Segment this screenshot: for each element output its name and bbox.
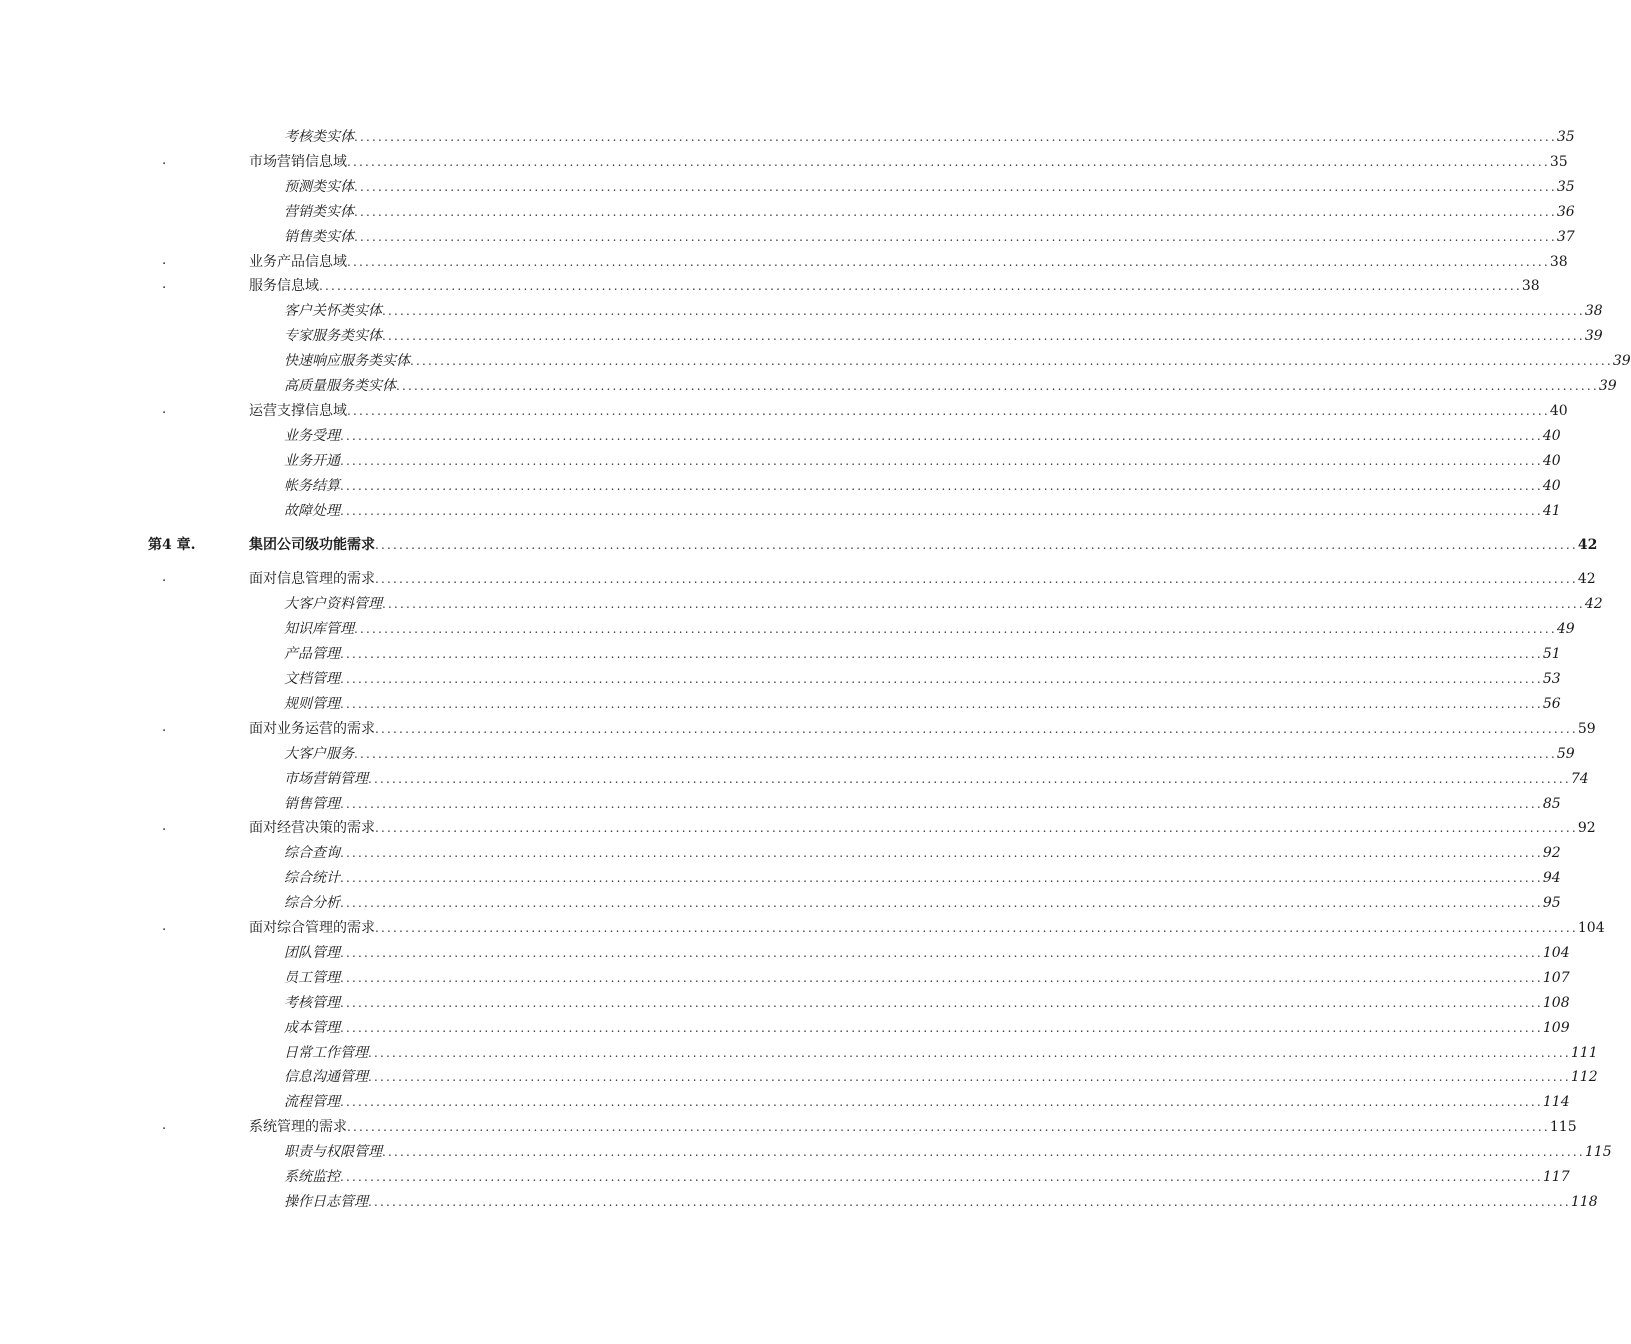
toc-entry-row[interactable] bbox=[0, 718, 1596, 742]
toc-entry-row[interactable] bbox=[0, 350, 1631, 374]
toc-entry-title: 信息沟通管理 bbox=[284, 1069, 368, 1086]
dot-leader: ........................................................................................................................................................................................................ bbox=[368, 1045, 1571, 1060]
toc-entry-number: . bbox=[162, 1118, 167, 1134]
toc-entry-title: 产品管理 bbox=[284, 646, 340, 663]
toc-entry-row[interactable] bbox=[0, 275, 1540, 299]
dot-leader: ........................................................................................................................................................................................................ bbox=[340, 1020, 1543, 1035]
toc-page-number: 41 bbox=[1542, 502, 1561, 519]
dot-leader: ........................................................................................................................................................................................................ bbox=[396, 379, 1599, 393]
toc-page-number: 104 bbox=[1577, 920, 1605, 936]
dot-leader: ........................................................................................................................................................................................................ bbox=[340, 428, 1543, 443]
toc-entry-row[interactable] bbox=[0, 201, 1575, 225]
dot-leader: ........................................................................................................................................................................................................ bbox=[382, 329, 1585, 344]
toc-entry-row[interactable] bbox=[0, 593, 1603, 617]
toc-entry-row[interactable] bbox=[0, 1166, 1570, 1190]
dot-leader: ........................................................................................................................................................................................................ bbox=[340, 1170, 1543, 1184]
toc-page-number: 117 bbox=[1542, 1169, 1570, 1185]
toc-entry-title: 业务开通 bbox=[284, 452, 340, 469]
dot-leader: ........................................................................................................................................................................................................ bbox=[340, 672, 1543, 686]
toc-entry-row[interactable] bbox=[0, 768, 1589, 792]
dot-leader: ........................................................................................................................................................................................................ bbox=[354, 746, 1557, 761]
toc-page-number: 35 bbox=[1549, 153, 1568, 170]
toc-page-number: 38 bbox=[1521, 278, 1540, 295]
toc-entry-row[interactable] bbox=[0, 400, 1568, 424]
toc-entry-row[interactable] bbox=[0, 151, 1568, 175]
toc-entry-title: 员工管理 bbox=[284, 969, 340, 986]
dot-leader: ........................................................................................................................................................................................................ bbox=[382, 597, 1585, 612]
dot-leader: ........................................................................................................................................................................................................ bbox=[347, 154, 1550, 169]
dot-leader: ........................................................................................................................................................................................................ bbox=[340, 871, 1543, 886]
dot-leader: ........................................................................................................................................................................................................ bbox=[375, 821, 1578, 836]
toc-entry-title: 预测类实体 bbox=[284, 178, 354, 195]
toc-entry-title: 市场营销信息域 bbox=[249, 153, 347, 170]
toc-page-number: 42 bbox=[1577, 537, 1598, 554]
dot-leader: ........................................................................................................................................................................................................ bbox=[347, 403, 1550, 418]
toc-page-number: 39 bbox=[1598, 378, 1617, 394]
toc-entry-row[interactable] bbox=[0, 251, 1568, 275]
toc-page-number: 114 bbox=[1542, 1094, 1570, 1111]
toc-entry-row[interactable] bbox=[0, 226, 1575, 250]
toc-page-number: 49 bbox=[1556, 621, 1575, 638]
toc-entry-title: 操作日志管理 bbox=[284, 1193, 368, 1210]
toc-page-number: 42 bbox=[1584, 596, 1603, 613]
toc-entry-row[interactable] bbox=[0, 668, 1561, 692]
toc-entry-row[interactable] bbox=[0, 475, 1561, 499]
toc-entry-title: 服务信息域 bbox=[249, 278, 319, 295]
dot-leader: ........................................................................................................................................................................................................ bbox=[375, 538, 1578, 553]
toc-entry-title: 系统管理的需求 bbox=[249, 1119, 347, 1136]
toc-entry-title: 故障处理 bbox=[284, 502, 340, 519]
toc-page-number: 51 bbox=[1542, 646, 1561, 663]
toc-page-number: 115 bbox=[1584, 1144, 1612, 1161]
toc-entry-row[interactable] bbox=[0, 1191, 1598, 1215]
toc-entry-title: 营销类实体 bbox=[284, 203, 354, 220]
toc-page-number: 115 bbox=[1549, 1119, 1577, 1136]
toc-page-number: 118 bbox=[1570, 1193, 1598, 1210]
toc-chapter-row[interactable] bbox=[0, 534, 1598, 558]
dot-leader: ........................................................................................................................................................................................................ bbox=[319, 279, 1522, 294]
toc-entry-title: 考核管理 bbox=[284, 994, 340, 1011]
toc-entry-title: 大客户服务 bbox=[284, 745, 354, 762]
dot-leader: ........................................................................................................................................................................................................ bbox=[340, 846, 1543, 861]
toc-entry-row[interactable] bbox=[0, 375, 1617, 399]
toc-page-number: 109 bbox=[1542, 1019, 1570, 1036]
toc-entry-row[interactable] bbox=[0, 300, 1603, 324]
toc-chapter-label: 第4 章. bbox=[148, 537, 196, 554]
toc-page-number: 40 bbox=[1549, 402, 1568, 419]
toc-entry-number: . bbox=[162, 919, 167, 934]
toc-entry-title: 销售类实体 bbox=[284, 228, 354, 245]
toc-entry-title: 业务产品信息域 bbox=[249, 253, 347, 270]
toc-entry-title: 快速响应服务类实体 bbox=[284, 353, 410, 370]
toc-entry-row[interactable] bbox=[0, 793, 1561, 817]
toc-page-number: 42 bbox=[1577, 571, 1596, 588]
toc-entry-row[interactable] bbox=[0, 1042, 1598, 1066]
toc-page-number: 92 bbox=[1577, 820, 1596, 837]
dot-leader: ........................................................................................................................................................................................................ bbox=[340, 453, 1543, 468]
toc-page-number: 35 bbox=[1556, 129, 1575, 145]
toc-entry-row[interactable] bbox=[0, 817, 1596, 841]
dot-leader: ........................................................................................................................................................................................................ bbox=[368, 1070, 1571, 1085]
dot-leader: ........................................................................................................................................................................................................ bbox=[375, 921, 1578, 935]
toc-entry-row[interactable] bbox=[0, 568, 1596, 592]
dot-leader: ........................................................................................................................................................................................................ bbox=[354, 179, 1557, 194]
toc-entry-title: 销售管理 bbox=[284, 795, 340, 812]
toc-entry-title: 日常工作管理 bbox=[284, 1044, 368, 1061]
toc-entry-row[interactable] bbox=[0, 425, 1561, 449]
dot-leader: ........................................................................................................................................................................................................ bbox=[340, 478, 1543, 493]
dot-leader: ........................................................................................................................................................................................................ bbox=[368, 771, 1571, 786]
toc-entry-title: 面对业务运营的需求 bbox=[249, 720, 375, 737]
toc-page-number: 74 bbox=[1570, 770, 1589, 787]
toc-entry-row[interactable] bbox=[0, 992, 1570, 1016]
toc-page-number: 104 bbox=[1542, 944, 1570, 961]
dot-leader: ........................................................................................................................................................................................................ bbox=[347, 1120, 1550, 1135]
toc-entry-title: 运营支撑信息域 bbox=[249, 402, 347, 419]
dot-leader: ........................................................................................................................................................................................................ bbox=[340, 995, 1543, 1010]
dot-leader: ........................................................................................................................................................................................................ bbox=[340, 696, 1543, 711]
toc-entry-row[interactable] bbox=[0, 643, 1561, 667]
toc-entry-number: . bbox=[162, 401, 167, 417]
toc-entry-number: . bbox=[162, 252, 167, 268]
dot-leader: ........................................................................................................................................................................................................ bbox=[382, 304, 1585, 319]
toc-page-number: 56 bbox=[1542, 695, 1561, 712]
toc-entry-row[interactable] bbox=[0, 1091, 1570, 1115]
dot-leader: ........................................................................................................................................................................................................ bbox=[347, 254, 1550, 269]
dot-leader: ........................................................................................................................................................................................................ bbox=[340, 647, 1543, 662]
dot-leader: ........................................................................................................................................................................................................ bbox=[340, 503, 1543, 518]
dot-leader: ........................................................................................................................................................................................................ bbox=[340, 970, 1543, 985]
toc-page-number: 59 bbox=[1577, 720, 1596, 737]
toc-entry-title: 知识库管理 bbox=[284, 621, 354, 638]
toc-entry-title: 成本管理 bbox=[284, 1019, 340, 1036]
toc-entry-title: 综合查询 bbox=[284, 845, 340, 862]
dot-leader: ........................................................................................................................................................................................................ bbox=[340, 796, 1543, 811]
toc-entry-title: 团队管理 bbox=[284, 944, 340, 961]
toc-entry-row[interactable] bbox=[0, 743, 1575, 767]
toc-entry-row[interactable] bbox=[0, 500, 1561, 524]
toc-entry-row[interactable] bbox=[0, 1017, 1570, 1041]
toc-entry-row[interactable] bbox=[0, 1141, 1612, 1165]
toc-entry-row[interactable] bbox=[0, 1116, 1577, 1140]
dot-leader: ........................................................................................................................................................................................................ bbox=[382, 1145, 1585, 1160]
toc-page-number: 38 bbox=[1584, 303, 1603, 320]
toc-entry-title: 专家服务类实体 bbox=[284, 328, 382, 345]
toc-page-number: 37 bbox=[1556, 228, 1575, 245]
toc-page-number: 38 bbox=[1549, 253, 1568, 270]
toc-page-number: 40 bbox=[1542, 477, 1561, 494]
toc-entry-title: 面对综合管理的需求 bbox=[249, 920, 375, 936]
toc-entry-number: . bbox=[162, 152, 167, 168]
toc-entry-number: . bbox=[162, 819, 167, 835]
toc-entry-title: 面对信息管理的需求 bbox=[249, 571, 375, 588]
toc-entry-number: . bbox=[162, 719, 167, 735]
toc-entry-title: 客户关怀类实体 bbox=[284, 303, 382, 320]
dot-leader: ........................................................................................................................................................................................................ bbox=[375, 572, 1578, 587]
toc-entry-row[interactable] bbox=[0, 942, 1570, 966]
toc-page-number: 39 bbox=[1584, 328, 1603, 345]
toc-entry-title: 规则管理 bbox=[284, 695, 340, 712]
toc-entry-row[interactable] bbox=[0, 892, 1561, 916]
toc-page-number: 59 bbox=[1556, 745, 1575, 762]
toc-page-number: 40 bbox=[1542, 427, 1561, 444]
toc-entry-title: 考核类实体 bbox=[284, 129, 354, 145]
toc-entry-title: 面对经营决策的需求 bbox=[249, 820, 375, 837]
dot-leader: ........................................................................................................................................................................................................ bbox=[340, 1095, 1543, 1110]
toc-entry-number: . bbox=[162, 277, 167, 293]
toc-entry-title: 系统监控 bbox=[284, 1169, 340, 1185]
dot-leader: ........................................................................................................................................................................................................ bbox=[368, 1194, 1571, 1209]
toc-page-number: 36 bbox=[1556, 203, 1575, 220]
toc-entry-row[interactable] bbox=[0, 693, 1561, 717]
toc-entry-title: 流程管理 bbox=[284, 1094, 340, 1111]
toc-entry-title: 业务受理 bbox=[284, 427, 340, 444]
toc-entry-title: 市场营销管理 bbox=[284, 770, 368, 787]
toc-entry-row[interactable] bbox=[0, 618, 1575, 642]
toc-entry-row[interactable] bbox=[0, 867, 1561, 891]
toc-page-number: 107 bbox=[1542, 969, 1570, 986]
toc-page-number: 95 bbox=[1542, 895, 1561, 912]
toc-entry-row[interactable] bbox=[0, 450, 1561, 474]
toc-entry-row[interactable] bbox=[0, 176, 1575, 200]
toc-entry-title: 帐务结算 bbox=[284, 477, 340, 494]
toc-page-number: 53 bbox=[1542, 671, 1561, 687]
toc-entry-row[interactable] bbox=[0, 917, 1605, 941]
dot-leader: ........................................................................................................................................................................................................ bbox=[354, 622, 1557, 637]
toc-entry-row[interactable] bbox=[0, 1066, 1598, 1090]
dot-leader: ........................................................................................................................................................................................................ bbox=[340, 896, 1543, 911]
toc-entry-row[interactable] bbox=[0, 967, 1570, 991]
toc-page-number: 40 bbox=[1542, 452, 1561, 469]
toc-page-number: 108 bbox=[1542, 994, 1570, 1011]
dot-leader: ........................................................................................................................................................................................................ bbox=[354, 204, 1557, 219]
toc-entry-title: 大客户资料管理 bbox=[284, 596, 382, 613]
toc-page-number: 85 bbox=[1542, 795, 1561, 812]
dot-leader: ........................................................................................................................................................................................................ bbox=[375, 721, 1578, 736]
toc-page-number: 111 bbox=[1570, 1044, 1598, 1061]
dot-leader: ........................................................................................................................................................................................................ bbox=[354, 130, 1557, 144]
toc-entry-title: 综合统计 bbox=[284, 870, 340, 887]
toc-entry-number: . bbox=[162, 570, 167, 586]
toc-entry-row[interactable] bbox=[0, 325, 1603, 349]
toc-entry-title: 集团公司级功能需求 bbox=[249, 537, 375, 554]
toc-entry-row[interactable] bbox=[0, 842, 1561, 866]
toc-page-number: 94 bbox=[1542, 870, 1561, 887]
dot-leader: ........................................................................................................................................................................................................ bbox=[354, 229, 1557, 244]
toc-entry-title: 职责与权限管理 bbox=[284, 1144, 382, 1161]
toc-entry-title: 文档管理 bbox=[284, 671, 340, 687]
toc-page-number: 92 bbox=[1542, 845, 1561, 862]
toc-entry-row[interactable] bbox=[0, 126, 1575, 150]
dot-leader: ........................................................................................................................................................................................................ bbox=[340, 945, 1543, 960]
toc-entry-title: 高质量服务类实体 bbox=[284, 378, 396, 394]
toc-page-number: 112 bbox=[1570, 1069, 1598, 1086]
dot-leader: ........................................................................................................................................................................................................ bbox=[410, 354, 1613, 369]
toc-page-number: 39 bbox=[1612, 353, 1631, 370]
toc-page-number: 35 bbox=[1556, 178, 1575, 195]
toc-entry-title: 综合分析 bbox=[284, 895, 340, 912]
